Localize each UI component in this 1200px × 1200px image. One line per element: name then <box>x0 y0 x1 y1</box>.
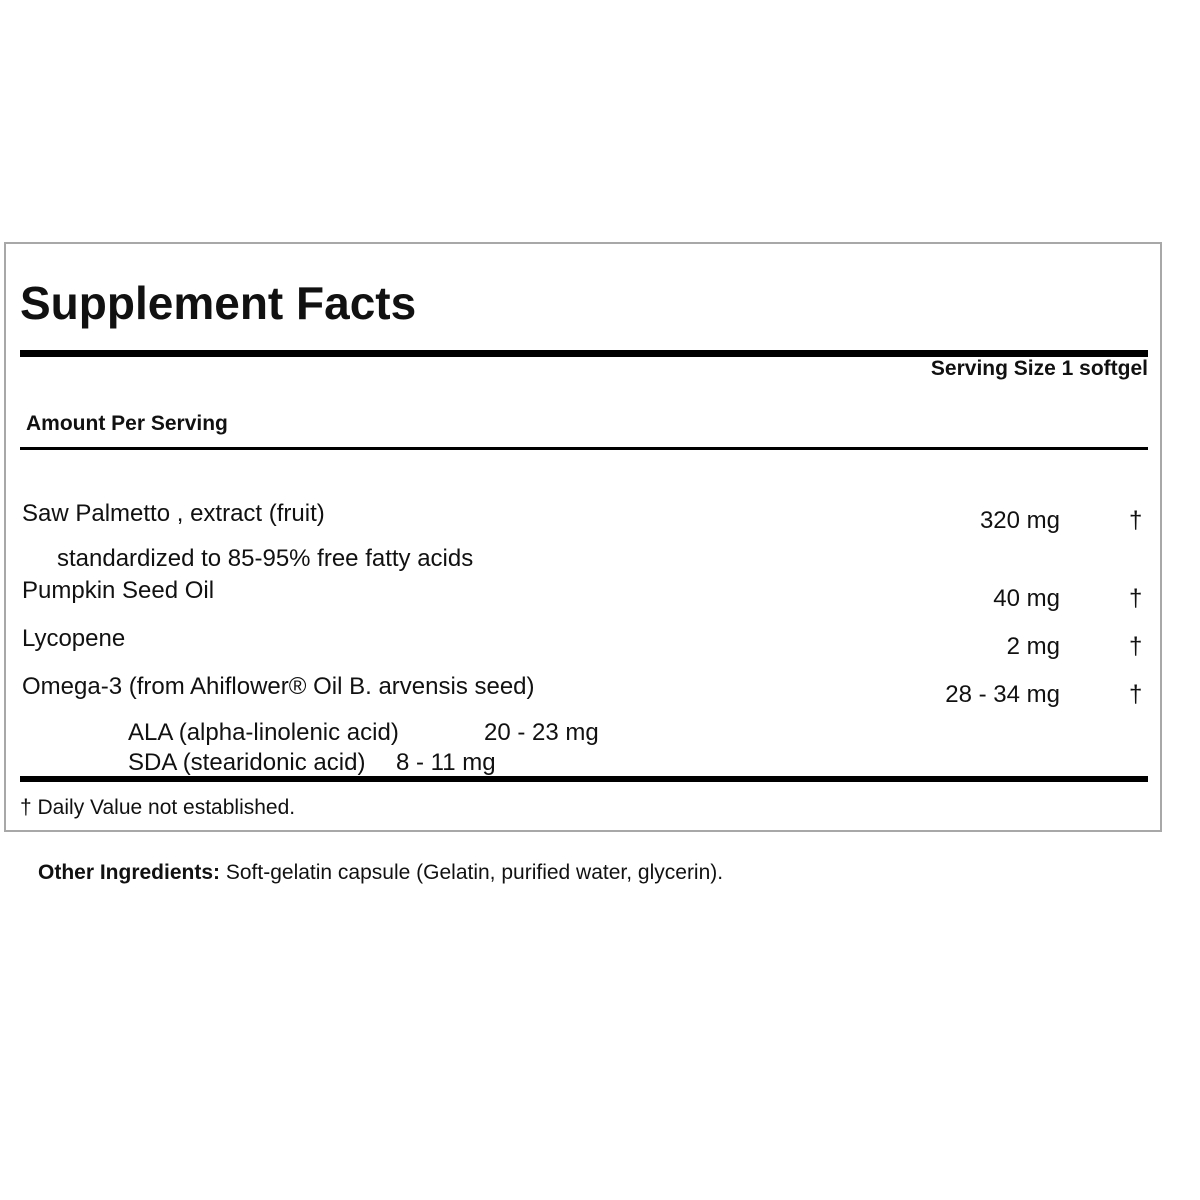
daily-value-mark: † <box>1129 681 1143 708</box>
sub-ingredient-name: ALA (alpha-linolenic acid) <box>128 719 399 746</box>
ingredient-amount: 28 - 34 mg <box>945 681 1060 708</box>
thick-divider <box>20 350 1148 357</box>
other-ingredients <box>38 862 723 883</box>
sub-ingredient-amount: 20 - 23 mg <box>484 719 599 746</box>
serving-size: Serving Size 1 softgel <box>930 357 1148 380</box>
daily-value-mark: † <box>1129 507 1143 534</box>
other-ingredients-text: Soft-gelatin capsule (Gelatin, purified water, glycerin). <box>220 861 724 884</box>
ingredient-amount: 320 mg <box>979 507 1060 534</box>
sub-ingredient-name: SDA (stearidonic acid) <box>128 749 366 776</box>
ingredient-name: Lycopene <box>22 625 126 652</box>
amount-per-serving-header: Amount Per Serving <box>26 412 228 435</box>
sub-ingredient-amount: 8 - 11 mg <box>396 749 496 776</box>
ingredient-note: standardized to 85-95% free fatty acids <box>57 545 474 572</box>
daily-value-mark: † <box>1129 633 1143 660</box>
ingredient-name: Pumpkin Seed Oil <box>22 577 215 604</box>
ingredient-name: Saw Palmetto , extract (fruit) <box>22 500 325 527</box>
ingredient-amount: 2 mg <box>1006 633 1060 660</box>
footnote: † Daily Value not established. <box>20 796 296 819</box>
daily-value-mark: † <box>1129 585 1143 612</box>
ingredient-amount: 40 mg <box>993 585 1060 612</box>
other-ingredients-label: Other Ingredients: <box>38 861 221 884</box>
divider <box>20 447 1148 450</box>
ingredient-name: Omega-3 (from Ahiflower® Oil B. arvensis seed) <box>22 673 535 700</box>
thick-divider <box>20 776 1148 782</box>
panel-title: Supplement Facts <box>20 277 417 329</box>
